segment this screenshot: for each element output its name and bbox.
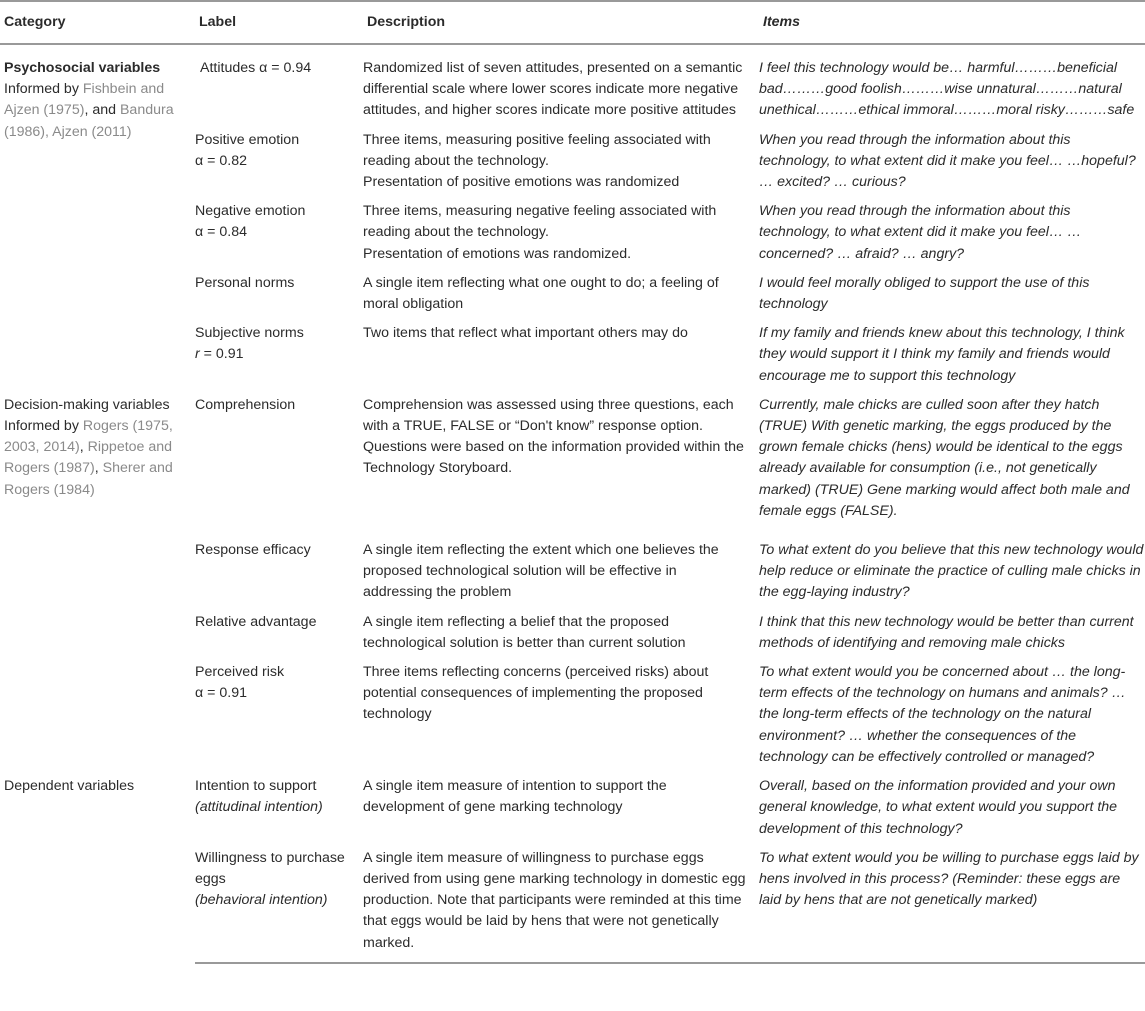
label-text: Negative emotion [195,203,306,220]
citation-separator: , and [84,102,117,119]
items-cell: To what extent would you be willing to purchase eggs laid by hens involved in this process? (Reminder: these eggs are laid by hens that are not genetically marked) [759,844,1145,963]
description-cell [363,126,759,198]
description-cell: Three items reflecting concerns (perceived risks) about potential consequences of implementing the proposed technology [363,664,709,723]
category-decision-making [0,391,195,772]
description-cell: Comprehension was assessed using three questions, each with a TRUE, FALSE or “Don't know” response option. Questions were based on the information provided within the Technology Storyboard. [363,396,744,477]
citation-link[interactable]: Rogers (1975, 2003, 2014) [4,418,173,456]
citation-separator: , [79,439,84,456]
description-cell: A single item reflecting the extent which one believes the proposed technological solution will be effective in addressing the problem [363,542,719,601]
label-text: Positive emotion [195,131,300,148]
category-title: Psychosocial variables [4,60,161,76]
header-row [0,1,1145,44]
items-cell: I think that this new technology would be better than current methods of identifying and removing male chicks [759,613,1134,651]
stat-variable: r [195,346,200,363]
description-text: Presentation of emotions was randomized. [363,245,632,262]
label-cell [195,197,363,269]
header-label: Label [195,1,363,44]
description-text: Three items, measuring negative feeling associated with reading about the technology. [363,203,717,241]
description-cell: A single item reflecting what one ought to do; a feeling of moral obligation [363,274,719,313]
label-cell: Response efficacy [195,542,311,559]
header-items: Items [759,1,1145,44]
table-row-attitudes [0,44,1145,126]
items-cell: I feel this technology would be… harmful………beneficial bad………good foolish………wise unnatural………natural unethical………ethical immoral………moral risky………safe [759,60,1135,119]
items-cell: If my family and friends knew about this technology, I think they would support it I think my family and friends would encourage me to support this technology [759,325,1125,384]
table-row-intention-to-support [0,772,1145,844]
items-cell: When you read through the information about this technology, to what extent did it make you feel… …concerned? … afraid? … angry? [759,203,1082,262]
items-cell: To what extent do you believe that this new technology would help reduce or eliminate the practice of culling male chicks in the egg-laying industry? [759,542,1144,601]
description-cell: A single item reflecting a belief that the proposed technological solution is better than current solution [363,613,686,651]
citation-separator: , [94,460,99,477]
label-text: Subjective norms [195,325,304,342]
label-cell: Personal norms [195,274,295,291]
label-cell [195,772,363,844]
label-text: Willingness to purchase eggs [195,849,345,887]
table-row-comprehension [0,391,1145,526]
label-cell: Comprehension [195,396,296,413]
items-cell: I would feel morally obliged to support the use of this technology [759,274,1090,313]
description-cell: Randomized list of seven attitudes, presented on a semantic differential scale where lower scores indicate more negative attitudes, and higher scores indicate more positive attitudes [363,60,743,119]
description-text: Presentation of positive emotions was randomized [363,174,680,191]
description-cell [363,197,759,269]
header-category: Category [0,1,195,44]
citation-link[interactable]: Bandura (1986), Ajzen (2011) [4,102,174,140]
category-title: Decision-making variables [4,396,170,413]
description-cell: Two items that reflect what important others may do [363,325,688,342]
citation-link[interactable]: Sherer and Rogers (1984) [4,460,173,498]
description-text: Three items, measuring positive feeling associated with reading about the technology. [363,131,711,169]
label-stat: α = 0.91 [195,685,247,702]
table-body [0,44,1145,963]
description-cell: A single item measure of willingness to purchase eggs derived from using gene marking technology in domestic egg production. Note that participants were reminded at this time that eggs would be laid by hens that were not genetically marked. [363,844,759,963]
category-title: Dependent variables [4,778,135,795]
label-stat [195,344,355,365]
citation-link[interactable]: Rippetoe and Rogers (1987) [4,439,173,477]
items-cell: Currently, male chicks are culled soon after they hatch (TRUE) With genetic marking, the eggs produced by the grown female chicks (hens) would be identical to the eggs already available for consumption (i.e., not genetically marked) (TRUE) Gene marking would affect both male and female eggs (FALSE). [759,396,1130,519]
label-sublabel: (behavioral intention) [195,892,328,909]
label-cell [195,658,363,772]
label-text: Intention to support [195,778,317,795]
items-cell: To what extent would you be concerned about … the long-term effects of the technology on humans and animals? … the long-term effects of the technology on the natural environment? … whether the consequences of the technology can be effectively controlled or managed? [759,664,1126,765]
stat-value: = 0.91 [199,346,244,363]
label-stat: α = 0.82 [195,152,247,169]
description-cell: A single item measure of intention to support the development of gene marking technology [363,778,667,816]
category-psychosocial [0,44,195,391]
label-cell [195,319,363,391]
category-dependent [0,772,195,963]
label-cell [195,844,363,963]
label-stat: α = 0.84 [195,224,247,241]
label-sublabel: (attitudinal intention) [195,799,323,816]
table-header [0,1,1145,44]
label-cell [195,126,363,198]
label-cell: Relative advantage [195,613,317,630]
items-cell: Overall, based on the information provided and your own general knowledge, to what extent would you support the development of this technology? [759,778,1118,837]
label-text: Perceived risk [195,664,285,681]
label-cell: Attitudes α = 0.94 [200,60,312,76]
items-cell: When you read through the information about this technology, to what extent did it make you feel… …hopeful? … excited? … curious? [759,131,1136,191]
informed-by: Informed by [4,418,79,435]
informed-by: Informed by [4,81,79,98]
header-description: Description [363,1,759,44]
citation-link[interactable]: Fishbein and Ajzen (1975) [4,81,165,119]
